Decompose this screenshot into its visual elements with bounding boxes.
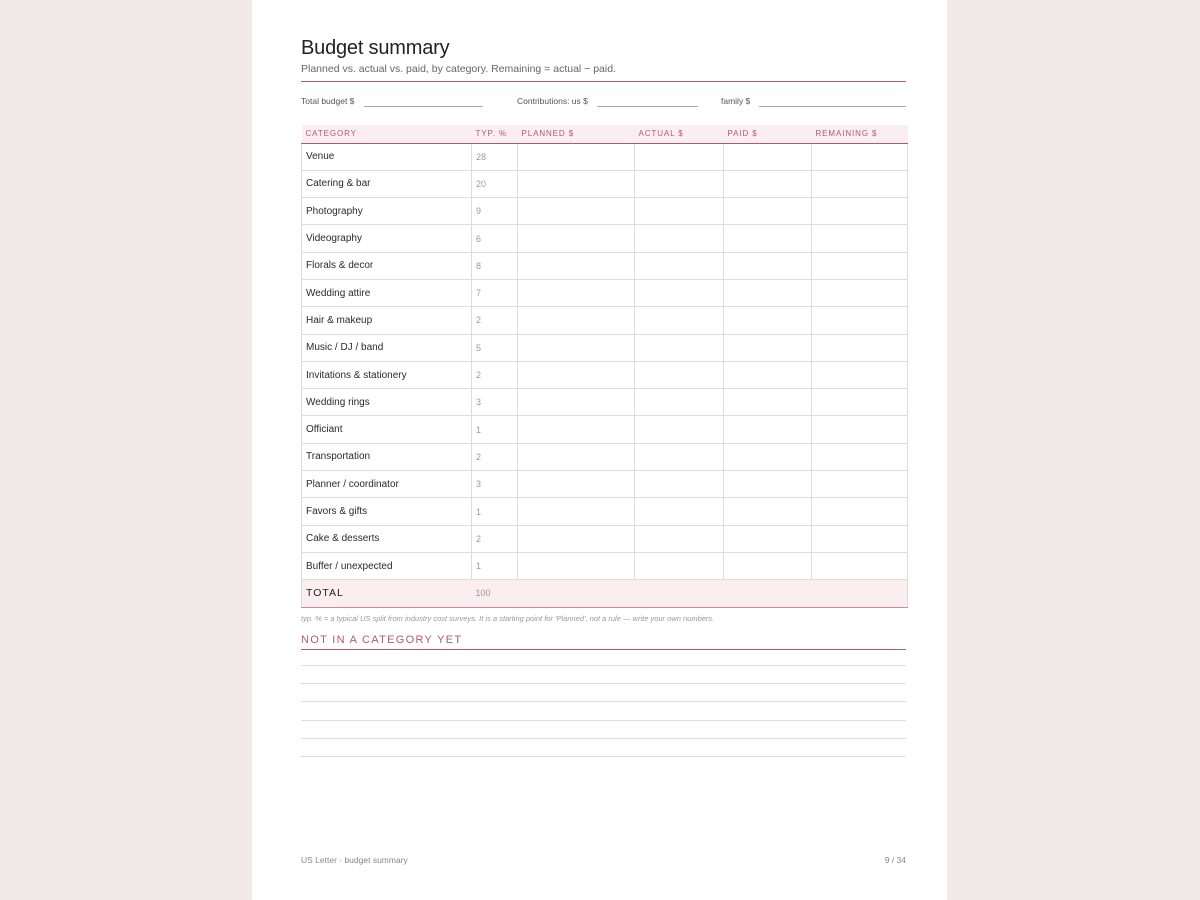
paid-cell[interactable]	[724, 389, 812, 416]
typ-pct-cell: 20	[472, 170, 518, 197]
table-row	[302, 334, 908, 361]
planned-cell[interactable]	[518, 334, 635, 361]
planned-cell[interactable]	[518, 552, 635, 579]
total-budget-label: Total budget $	[301, 96, 355, 106]
typ-pct-cell: 8	[472, 252, 518, 279]
actual-cell[interactable]	[635, 198, 724, 225]
footer-page-number: 9 / 34	[884, 855, 906, 865]
page-title: Budget summary	[301, 37, 450, 59]
remaining-cell[interactable]	[812, 334, 908, 361]
remaining-cell[interactable]	[812, 443, 908, 470]
typ-pct-cell: 3	[472, 389, 518, 416]
remaining-cell[interactable]	[812, 389, 908, 416]
total-row	[302, 580, 908, 607]
category-cell: Wedding attire	[302, 279, 472, 306]
paid-cell[interactable]	[724, 225, 812, 252]
total-remaining-cell[interactable]	[812, 580, 908, 607]
table-row	[302, 416, 908, 443]
column-header-planned: PLANNED $	[518, 125, 635, 143]
actual-cell[interactable]	[635, 170, 724, 197]
typ-pct-cell: 9	[472, 198, 518, 225]
typ-pct-cell: 1	[472, 552, 518, 579]
category-cell: Venue	[302, 143, 472, 170]
remaining-cell[interactable]	[812, 143, 908, 170]
remaining-cell[interactable]	[812, 361, 908, 388]
budget-table	[301, 125, 908, 608]
remaining-cell[interactable]	[812, 471, 908, 498]
category-cell: Favors & gifts	[302, 498, 472, 525]
planned-cell[interactable]	[518, 198, 635, 225]
planned-cell[interactable]	[518, 170, 635, 197]
column-header-typ-pct: TYP. %	[472, 125, 518, 143]
remaining-cell[interactable]	[812, 252, 908, 279]
uncategorized-section-divider	[301, 649, 906, 650]
total-budget-field	[301, 96, 354, 106]
actual-cell[interactable]	[635, 471, 724, 498]
typ-pct-cell: 6	[472, 225, 518, 252]
table-row	[302, 143, 908, 170]
actual-cell[interactable]	[635, 225, 724, 252]
typ-pct-cell: 2	[472, 307, 518, 334]
family-label: family $	[721, 96, 751, 106]
typ-pct-cell: 3	[472, 471, 518, 498]
typ-pct-note: typ. % = a typical US split from industry cost surveys. It is a starting point for 'Planned', not a rule — write your own numbers.	[301, 614, 715, 623]
table-row	[302, 471, 908, 498]
table-row	[302, 307, 908, 334]
column-header-category: CATEGORY	[302, 125, 472, 143]
total-pct-cell: 100	[472, 580, 518, 607]
paid-cell[interactable]	[724, 252, 812, 279]
page-subtitle: Planned vs. actual vs. paid, by category. Remaining = actual − paid.	[301, 63, 616, 75]
actual-cell[interactable]	[635, 252, 724, 279]
planned-cell[interactable]	[518, 498, 635, 525]
category-cell: Transportation	[302, 443, 472, 470]
actual-cell[interactable]	[635, 443, 724, 470]
table-row	[302, 279, 908, 306]
paid-cell[interactable]	[724, 361, 812, 388]
category-cell: Catering & bar	[302, 170, 472, 197]
total-planned-cell[interactable]	[518, 580, 635, 607]
paid-cell[interactable]	[724, 525, 812, 552]
planned-cell[interactable]	[518, 443, 635, 470]
actual-cell[interactable]	[635, 552, 724, 579]
remaining-cell[interactable]	[812, 498, 908, 525]
total-paid-cell[interactable]	[724, 580, 812, 607]
table-row	[302, 525, 908, 552]
title-divider	[301, 81, 906, 82]
category-cell: Officiant	[302, 416, 472, 443]
family-input-line[interactable]	[759, 106, 906, 107]
write-in-line[interactable]	[301, 683, 906, 684]
typ-pct-cell: 1	[472, 498, 518, 525]
paid-cell[interactable]	[724, 443, 812, 470]
category-cell: Music / DJ / band	[302, 334, 472, 361]
paid-cell[interactable]	[724, 307, 812, 334]
footer-document-label: US Letter · budget summary	[301, 855, 408, 865]
table-row	[302, 170, 908, 197]
column-header-paid: PAID $	[724, 125, 812, 143]
typ-pct-cell: 7	[472, 279, 518, 306]
column-header-actual: ACTUAL $	[635, 125, 724, 143]
typ-pct-cell: 2	[472, 443, 518, 470]
actual-cell[interactable]	[635, 389, 724, 416]
planned-cell[interactable]	[518, 252, 635, 279]
table-row	[302, 389, 908, 416]
planned-cell[interactable]	[518, 143, 635, 170]
planned-cell[interactable]	[518, 389, 635, 416]
remaining-cell[interactable]	[812, 307, 908, 334]
budget-fields	[301, 96, 906, 110]
total-budget-input-line[interactable]	[364, 106, 483, 107]
category-cell: Buffer / unexpected	[302, 552, 472, 579]
paid-cell[interactable]	[724, 143, 812, 170]
contributions-us-input-line[interactable]	[597, 106, 698, 107]
planned-cell[interactable]	[518, 225, 635, 252]
write-in-line[interactable]	[301, 701, 906, 702]
remaining-cell[interactable]	[812, 198, 908, 225]
planned-cell[interactable]	[518, 471, 635, 498]
category-cell: Invitations & stationery	[302, 361, 472, 388]
contributions-us-field	[517, 96, 588, 106]
write-in-line[interactable]	[301, 738, 906, 739]
planned-cell[interactable]	[518, 279, 635, 306]
actual-cell[interactable]	[635, 279, 724, 306]
total-label-cell: TOTAL	[302, 580, 472, 607]
planned-cell[interactable]	[518, 361, 635, 388]
remaining-cell[interactable]	[812, 170, 908, 197]
typ-pct-cell: 2	[472, 361, 518, 388]
category-cell: Photography	[302, 198, 472, 225]
budget-table-body	[302, 143, 908, 607]
typ-pct-cell: 1	[472, 416, 518, 443]
actual-cell[interactable]	[635, 334, 724, 361]
paid-cell[interactable]	[724, 498, 812, 525]
total-actual-cell[interactable]	[635, 580, 724, 607]
paid-cell[interactable]	[724, 416, 812, 443]
table-row	[302, 198, 908, 225]
category-cell: Wedding rings	[302, 389, 472, 416]
actual-cell[interactable]	[635, 525, 724, 552]
paid-cell[interactable]	[724, 198, 812, 225]
column-header-remaining: REMAINING $	[812, 125, 908, 143]
table-row	[302, 252, 908, 279]
write-in-line[interactable]	[301, 665, 906, 666]
table-row	[302, 225, 908, 252]
planned-cell[interactable]	[518, 416, 635, 443]
remaining-cell[interactable]	[812, 225, 908, 252]
contributions-us-label: Contributions: us $	[517, 96, 588, 106]
write-in-line[interactable]	[301, 720, 906, 721]
remaining-cell[interactable]	[812, 525, 908, 552]
actual-cell[interactable]	[635, 307, 724, 334]
remaining-cell[interactable]	[812, 279, 908, 306]
remaining-cell[interactable]	[812, 416, 908, 443]
actual-cell[interactable]	[635, 143, 724, 170]
planned-cell[interactable]	[518, 525, 635, 552]
uncategorized-section-title: NOT IN A CATEGORY YET	[301, 634, 463, 646]
category-cell: Florals & decor	[302, 252, 472, 279]
table-row	[302, 443, 908, 470]
category-cell: Planner / coordinator	[302, 471, 472, 498]
category-cell: Hair & makeup	[302, 307, 472, 334]
category-cell: Videography	[302, 225, 472, 252]
family-field	[721, 96, 750, 106]
actual-cell[interactable]	[635, 498, 724, 525]
category-cell: Cake & desserts	[302, 525, 472, 552]
paid-cell[interactable]	[724, 471, 812, 498]
paid-cell[interactable]	[724, 552, 812, 579]
typ-pct-cell: 28	[472, 143, 518, 170]
paid-cell[interactable]	[724, 279, 812, 306]
table-row	[302, 552, 908, 579]
paid-cell[interactable]	[724, 334, 812, 361]
table-header-row	[302, 125, 908, 143]
write-in-line[interactable]	[301, 756, 906, 757]
planned-cell[interactable]	[518, 307, 635, 334]
paid-cell[interactable]	[724, 170, 812, 197]
document-page	[252, 0, 947, 900]
actual-cell[interactable]	[635, 416, 724, 443]
typ-pct-cell: 2	[472, 525, 518, 552]
table-row	[302, 498, 908, 525]
typ-pct-cell: 5	[472, 334, 518, 361]
remaining-cell[interactable]	[812, 552, 908, 579]
actual-cell[interactable]	[635, 361, 724, 388]
table-row	[302, 361, 908, 388]
